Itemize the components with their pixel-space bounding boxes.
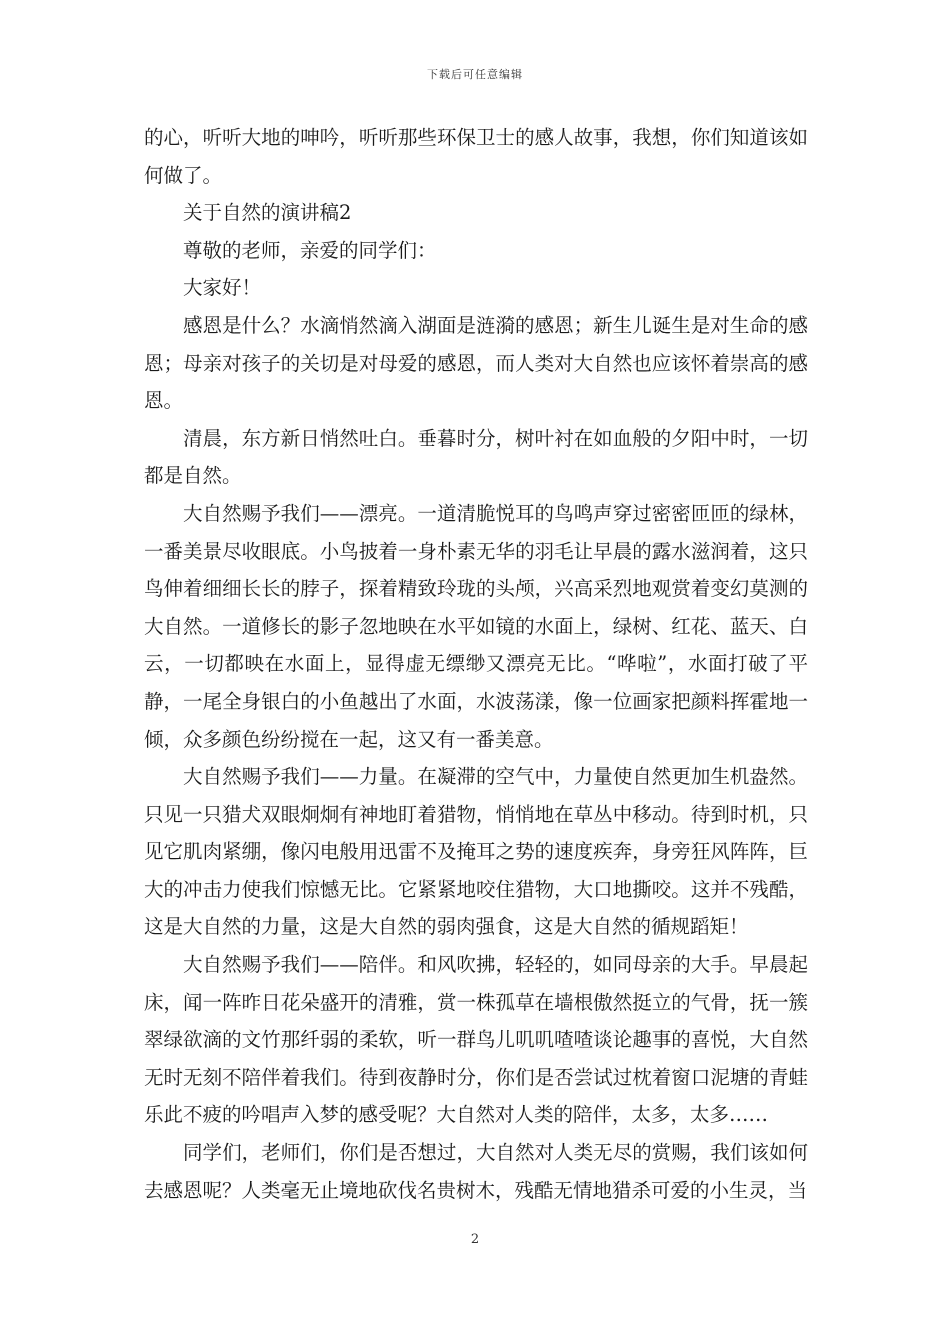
salutation: 尊敬的老师，亲爱的同学们： — [183, 238, 437, 262]
paragraph-companionship: 大自然赐予我们——陪伴。和风吹拂，轻轻的，如同母亲的大手。早晨起床，闻一阵昨日花朵盛开的清雅，赏一株孤草在墙根傲然挺立的气骨，抚一簇翠绿欲滴的文竹那纤弱的柔软，听一群鸟儿叽叽喳喳谈论趣事的喜悦，大自然无时无刻不陪伴着我们。待到夜静时分，你们是否尝试过枕着窗口泥塘的青蛙乐此不疲的吟唱声入梦的感受呢？大自然对人类的陪伴，太多，太多…… — [144, 953, 808, 1127]
document-body — [144, 119, 808, 1209]
page-header: 下载后可任意编辑 — [427, 68, 523, 81]
paragraph-question: 同学们，老师们，你们是否想过，大自然对人类无尽的赏赐，我们该如何去感恩呢？人类毫无止境地砍伐名贵树木，残酷无情地猎杀可爱的小生灵，当 — [144, 1141, 808, 1202]
paragraph-strength: 大自然赐予我们——力量。在凝滞的空气中，力量使自然更加生机盎然。只见一只猎犬双眼炯炯有神地盯着猎物，悄悄地在草丛中移动。待到时机，只见它肌肉紧绷，像闪电般用迅雷不及掩耳之势的速度疾奔，身旁狂风阵阵，巨大的冲击力使我们惊憾无比。它紧紧地咬住猎物，大口地撕咬。这并不残酷，这是大自然的力量，这是大自然的弱肉强食，这是大自然的循规蹈矩！ — [144, 765, 808, 939]
paragraph-continuation: 的心，听听大地的呻吟，听听那些环保卫士的感人故事，我想，你们知道该如何做了。 — [144, 126, 808, 187]
paragraph-beauty: 大自然赐予我们——漂亮。一道清脆悦耳的鸟鸣声穿过密密匝匝的绿林，一番美景尽收眼底。小鸟披着一身朴素无华的羽毛让早晨的露水滋润着，这只鸟伸着细细长长的脖子，探着精致玲珑的头颅，兴高采烈地观赏着变幻莫测的大自然。一道修长的影子忽地映在水平如镜的水面上，绿树、红花、蓝天、白云，一切都映在水面上，显得虚无缥缈又漂亮无比。“哗啦”，水面打破了平静，一尾全身银白的小鱼越出了水面，水波荡漾，像一位画家把颜料挥霍地一倾，众多颜色纷纷搅在一起，这又有一番美意。 — [144, 501, 808, 751]
speech-title: 关于自然的演讲稿2 — [183, 201, 352, 225]
paragraph-gratitude: 感恩是什么？水滴悄然滴入湖面是涟漪的感恩；新生儿诞生是对生命的感恩；母亲对孩子的关切是对母爱的感恩，而人类对大自然也应该怀着崇高的感恩。 — [144, 313, 808, 413]
greeting: 大家好！ — [183, 276, 262, 300]
page-number: 2 — [470, 1232, 480, 1247]
paragraph-morning: 清晨，东方新日悄然吐白。垂暮时分，树叶衬在如血般的夕阳中时，一切都是自然。 — [144, 426, 808, 488]
